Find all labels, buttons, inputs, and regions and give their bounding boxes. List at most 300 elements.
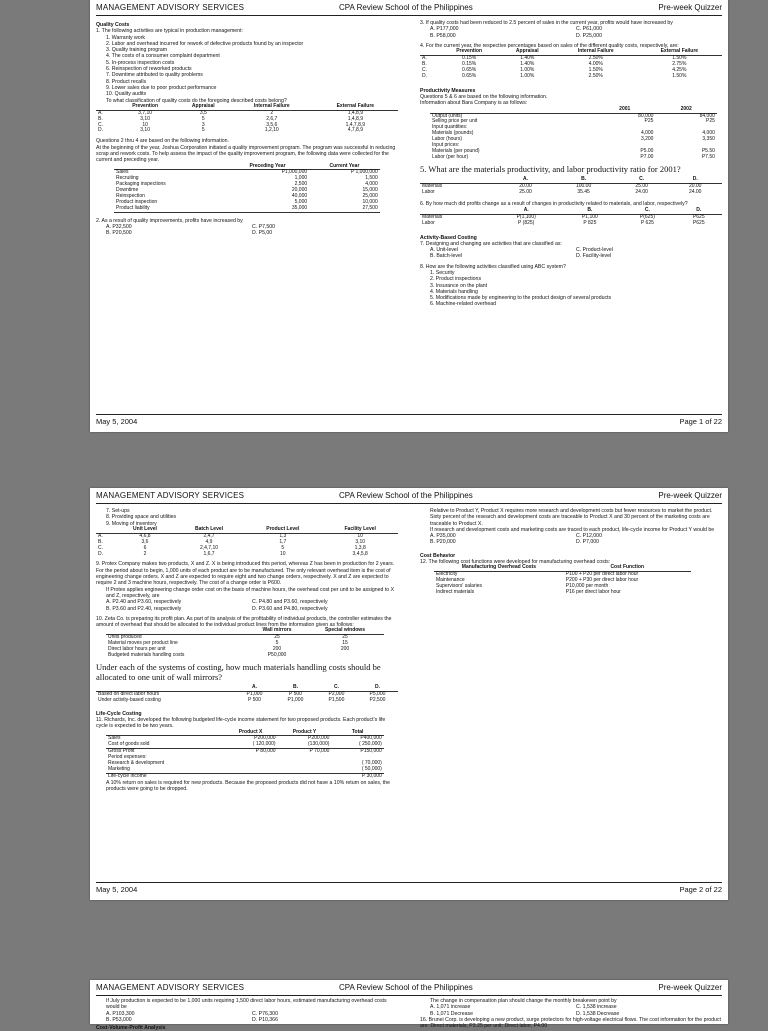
table-cell: 4,9 [205, 538, 213, 545]
footer-page-number: Page 2 of 22 [679, 885, 722, 894]
table-cell: 5 [275, 640, 279, 647]
table-cell: 3,10 [140, 115, 150, 122]
column-header: Prevention [438, 49, 499, 55]
column-header: D. [668, 177, 722, 183]
page-header [96, 3, 722, 16]
table-cell: P25 [705, 118, 715, 125]
answer-option[interactable]: D. P3.60 and P4.80, respectively [252, 605, 328, 612]
table-cell: P1,000 [287, 696, 304, 703]
table-cell: ( 250,000) [331, 742, 383, 748]
column-header: Unit Level [115, 527, 175, 533]
column-header: B. [561, 208, 620, 214]
list-item: 3. Quality training program [106, 47, 168, 54]
question-7-options [420, 247, 722, 260]
answer-option[interactable]: A. P35,000 [430, 533, 456, 540]
answer-option[interactable]: B. P53,000 [106, 1016, 132, 1023]
table-cell: 25 [274, 634, 280, 641]
header-center: CPA Review School of the Philippines [339, 3, 473, 12]
page3-left-column [96, 998, 398, 1031]
column-header: C. [316, 685, 357, 691]
answer-option[interactable]: A. P2.40 and P3.60, respectively [106, 599, 182, 606]
table-cell: 1,3,8 [354, 544, 366, 551]
question-9-options [96, 599, 398, 612]
table-cell: Sales [116, 169, 129, 176]
column-header: D. [676, 208, 722, 214]
table-cell [306, 653, 384, 659]
table-cell: A. [98, 532, 103, 539]
question-4-table [420, 49, 722, 80]
table-cell: 1,2,10 [264, 127, 279, 134]
table-cell: P200,000 [307, 735, 330, 742]
table-cell: 25,000 [362, 193, 378, 200]
page-2 [90, 488, 728, 900]
question-1-items [96, 35, 398, 98]
header-left: MANAGEMENT ADVISORY SERVICES [96, 491, 245, 500]
column-header: Cost Function [564, 565, 691, 571]
table-cell: 84,000 [699, 112, 715, 119]
table-cell: Labor [422, 219, 435, 226]
table-row [430, 155, 717, 161]
header-center: CPA Review School of the Philippines [339, 491, 473, 500]
column-header: Manufacturing Overhead Costs [434, 565, 564, 571]
answer-option[interactable]: C. P4.80 and P3.60, respectively [252, 599, 328, 606]
table-cell: P(625) [639, 213, 655, 220]
table-cell: 24.00 [688, 188, 702, 195]
list-item: 6. Machine-related overhead [430, 301, 497, 308]
column-header: Product X [224, 730, 278, 736]
question-8-items-cont [96, 508, 398, 527]
table-cell: 200 [340, 646, 350, 653]
table-cell: P100 + P20 per direct labor hour [565, 571, 639, 578]
header-left: MANAGEMENT ADVISORY SERVICES [96, 983, 245, 992]
table-cell: B. [422, 61, 427, 67]
table-cell: P200 + P30 per direct labor hour [565, 577, 639, 584]
list-item: 7. Set-ups [106, 508, 130, 514]
table-cell: 2,6,7 [266, 115, 278, 122]
question-9-ask: If Protex applies engineering change order cost on the basis of machine hours, the overhead cost per unit to be assigned to X and Z, respectively, are [106, 586, 395, 599]
answer-option[interactable]: C. P61,000 [576, 26, 602, 33]
column-header: Facility Level [322, 527, 398, 533]
table-cell: 20.00 [519, 182, 532, 189]
column-header: A. [492, 208, 561, 214]
question-5-stem: 5. What are the materials productivity, and labor productivity ratio for 2001? [420, 163, 681, 174]
question-8-items [420, 270, 722, 308]
page1-left-column [96, 20, 398, 237]
answer-option[interactable]: B. Batch-level [430, 253, 463, 260]
column-header: Preceding Year [226, 164, 309, 170]
table-cell: P625 [692, 219, 705, 226]
table-cell: 10,000 [362, 199, 378, 206]
column-header: External Failure [637, 49, 722, 55]
table-cell: D. [98, 127, 103, 134]
answer-option[interactable]: A. P103,300 [106, 1010, 135, 1017]
list-item: 3. Insurance on the plant [430, 282, 488, 289]
page-1 [90, 0, 728, 432]
table-cell: Electricity [436, 571, 458, 578]
table-cell: 1.00% [520, 72, 535, 79]
table-cell: P7.00 [640, 153, 654, 160]
table-cell: 1,7 [279, 538, 287, 545]
answer-option[interactable]: B. P3.60 and P2.40, respectively [106, 605, 182, 612]
question-6-stem: 6. By how much did profits change as a result of changes in productivity related to materials, and labor, respectively? [420, 201, 688, 208]
answer-option[interactable]: D. P25,000 [576, 32, 602, 39]
footer-date: May 5, 2004 [96, 885, 138, 894]
column-header: Total [331, 730, 383, 736]
page-footer [96, 414, 722, 428]
table-cell: 2,500 [294, 181, 308, 188]
column-header: Appraisal [176, 104, 231, 110]
table-cell: 40,000 [291, 193, 308, 200]
table-cell: Maintenance [436, 577, 465, 584]
table-cell: 3,6 [141, 538, 149, 545]
page-footer [96, 882, 722, 896]
question-7-stem: 7. Designing and changing are activities that are classified as: [420, 240, 562, 247]
list-item: 10. Quality audits [106, 91, 147, 98]
list-item: 2. Product inspections [430, 276, 482, 283]
table-cell: 1,500 [365, 175, 378, 182]
answer-option[interactable]: A. 1,071 increase [430, 1004, 471, 1011]
table-cell: 3,7,10 [138, 109, 153, 116]
table-cell: Input prices: [432, 142, 460, 149]
table-row [434, 590, 691, 596]
section-title: Quality Costs [96, 22, 130, 28]
table-cell: Life-cycle income [108, 772, 147, 779]
question-15-options [420, 1004, 722, 1017]
answer-option[interactable]: C. Product-level [576, 247, 613, 254]
question-5-table [420, 177, 722, 196]
section-title: Cost Behavior [420, 552, 456, 559]
question-11-ask: If research and development costs and marketing costs are traced to each product, life-cycle income for Product Y would be [430, 526, 715, 533]
answer-option[interactable]: A. Unit-level [430, 247, 458, 254]
question-11-stem: 11. Richards, Inc. developed the following budgeted life-cycle income statement for two proposed products. Each product's life cycle is expected to be two years. [96, 716, 386, 730]
list-item: 1. Warranty work [106, 34, 146, 41]
answer-option[interactable]: B. P20,000 [430, 539, 456, 546]
table-cell: 15 [342, 640, 348, 647]
table-cell: Indirect materials [436, 589, 475, 595]
table-cell: 10 [280, 550, 286, 557]
column-header: Wall mirrors [248, 628, 306, 634]
table-cell: 0.65% [462, 72, 477, 79]
table-cell: ( 50,000) [331, 767, 383, 773]
table-cell: Supervisors' salaries [436, 583, 482, 590]
table-cell: 1,3 [279, 532, 287, 539]
question-1-table [96, 104, 398, 135]
productivity-table [430, 107, 717, 161]
table-cell: Output (units) [432, 112, 463, 119]
cost-function-table [434, 565, 691, 596]
table-cell: Sales [108, 735, 121, 742]
table-cell: P16 per direct labor hour [565, 589, 621, 595]
table-cell: 3,10 [140, 127, 150, 134]
table-cell: C. [98, 121, 103, 128]
table-cell: 1,4,8,9 [347, 109, 363, 116]
question-11-note: A 10% return on sales is required for new products. Because the proposed products did not have a 10% return on sales, the products were going to be dropped. [106, 779, 391, 793]
table-cell: D. [422, 72, 427, 79]
table-cell: Research & development [108, 760, 165, 767]
column-header: External Failure [313, 104, 398, 110]
header-center: CPA Review School of the Philippines [339, 983, 473, 992]
question-2-stem: 2. As a result of quality improvements, profits have increased by [96, 217, 243, 224]
page-header [96, 983, 722, 996]
questions-5-6-intro-2: Information about Bara Company is as follows: [420, 100, 528, 107]
table-cell: Downtime [116, 187, 139, 194]
table-cell: C. [98, 544, 103, 551]
list-item: 8. Providing space and utilities [106, 514, 177, 521]
list-item: 1. Security [430, 269, 455, 276]
answer-option[interactable]: C. 1,538 increase [576, 1004, 617, 1011]
table-cell: 3,4,5,8 [352, 550, 368, 557]
table-cell: Period expenses: [108, 754, 147, 761]
list-item: 6. Reinspection of reworked products [106, 66, 192, 73]
list-item: 2. Labor and overhead incurred for rework of defective products found by an inspector [106, 40, 304, 47]
table-cell: 4.25% [672, 66, 687, 73]
table-cell: Product inspection [116, 199, 158, 206]
table-cell: P (825) [518, 219, 535, 226]
table-cell: 1,4,7,8,9 [345, 121, 366, 128]
list-item: 5. Modifications made by engineering to the product design of several products [430, 295, 612, 302]
table-cell: P5.00 [640, 147, 654, 154]
table-cell: 35.45 [577, 188, 590, 195]
table-cell: P 80,000 [255, 748, 276, 755]
table-cell: P5,000 [369, 690, 386, 697]
table-cell: P 1,000,000 [350, 169, 378, 176]
table-cell: 27,500 [309, 206, 380, 212]
table-cell: 1.40% [520, 61, 535, 67]
header-left: MANAGEMENT ADVISORY SERVICES [96, 3, 245, 12]
list-item: 7. Downtime attributed to quality problems [106, 72, 203, 79]
table-cell: 3 [201, 121, 205, 128]
answer-option[interactable]: A. P32,500 [106, 224, 132, 231]
table-cell: Materials [422, 182, 443, 189]
table-cell: 3,5,6 [266, 121, 278, 128]
table-cell: Budgeted materials handling costs [108, 652, 185, 659]
table-cell: (130,000) [278, 742, 332, 748]
question-6-table [420, 208, 722, 227]
answer-option[interactable]: B. P58,000 [430, 32, 456, 39]
list-item: 8. Product recalls [106, 78, 147, 85]
table-cell: 2.50% [588, 72, 603, 79]
questions-2-4-intro: Questions 2 thru 4 are based on the following information. [96, 138, 229, 145]
question-1-stem: 1. The following activities are typical in production management: [96, 28, 243, 35]
page-header [96, 491, 722, 504]
table-cell: Input quantities: [432, 124, 468, 131]
table-cell: 1.00% [520, 66, 535, 73]
table-cell: Materials (per pound) [432, 147, 480, 154]
table-cell: Marketing [106, 767, 224, 773]
list-item: 4. Materials handling [430, 288, 478, 295]
table-cell: Packaging inspections [116, 181, 166, 188]
table-cell: 5 [201, 127, 205, 134]
question-8-stem: 8. How are the following activities classified using ABC system? [420, 263, 566, 270]
table-cell: Labor [422, 188, 435, 195]
question-12-ask: If July production is expected to be 1,000 units requiring 1,500 direct labor hours, estimated manufacturing overhead costs would be [106, 998, 387, 1011]
question-10-ask: Under each of the systems of costing, how much materials handling costs should be allocated to one unit of wall mirrors? [96, 661, 381, 682]
section-title: Life-Cycle Costing [96, 710, 142, 717]
table-cell: ( 70,000) [361, 760, 382, 767]
column-header: 2002 [655, 107, 716, 113]
column-header: Special windows [306, 628, 384, 634]
table-cell: Gross Profit [108, 748, 135, 755]
table-cell: P625 [692, 213, 705, 220]
column-header: Internal Failure [231, 104, 313, 110]
table-cell: 4,6,8 [139, 532, 151, 539]
table-cell: 3,350 [702, 136, 715, 143]
column-header: Prevention [114, 104, 175, 110]
table-cell: 2 [270, 109, 274, 116]
table-cell: B. [98, 115, 103, 122]
table-cell: 24.00 [635, 188, 648, 195]
table-cell: P1,500 [328, 696, 345, 703]
table-cell: P150,000 [360, 748, 382, 755]
question-10-stem: 10. Zeta Co. is preparing its profit plan. As part of its analysis of the profitability of individual products, the controller estimates the amount of overhead that should be allocated to the individual product lines from the information given as follows: [96, 615, 392, 629]
header-right: Pre-week Quizzer [658, 983, 722, 992]
table-row [106, 653, 384, 659]
answer-option[interactable]: B. P20,500 [106, 230, 132, 237]
question-11-continuation: Relative to Product Y, Product X requires more research and development costs but fewer resources to market the product. Sixty percent of the research and development costs are traceable to Product X and 30 percent of the marketing costs are traceable to Product X. [430, 508, 713, 527]
table-row [114, 206, 380, 212]
table-cell: Materials [422, 213, 443, 220]
table-cell: P5.50 [701, 147, 715, 154]
column-header: Batch Level [175, 527, 243, 533]
section-title: Cost-Volume-Profit Analysis [96, 1025, 166, 1031]
column-header: D. [357, 685, 398, 691]
question-4-stem: 4. For the current year, the respective percentages based on sales of the different quality costs, respectively, are: [420, 42, 679, 49]
question-8-table [96, 527, 398, 558]
table-cell: 5,000 [294, 199, 308, 206]
list-item: 4. The costs of a consumer complaint department [106, 53, 220, 60]
table-cell: 5 [201, 115, 205, 122]
table-cell: 1.40% [520, 55, 535, 62]
answer-option[interactable]: C. P76,300 [252, 1010, 278, 1017]
table-cell: 5 [281, 544, 285, 551]
list-item: 9. Lower sales due to poor product performance [106, 84, 217, 91]
table-cell: 1.50% [588, 66, 603, 73]
column-header: B. [552, 177, 615, 183]
footer-date: May 5, 2004 [96, 417, 138, 426]
table-cell: P 30,000 [361, 772, 382, 779]
table-cell: 15,000 [362, 187, 378, 194]
table-cell: 0.65% [462, 66, 477, 73]
life-cycle-income-table [106, 730, 384, 780]
table-cell: P1,000 [246, 690, 263, 697]
answer-option[interactable]: A. P177,000 [430, 26, 459, 33]
column-header: C. [619, 208, 675, 214]
column-header: Appraisal [500, 49, 555, 55]
table-cell: 2.50% [588, 55, 603, 62]
table-cell: P25 [644, 118, 654, 125]
list-item: 9. Moving of inventory [106, 520, 157, 527]
answer-option[interactable]: C. P12,000 [576, 533, 602, 540]
questions-5-6-intro: Questions 5 & 6 are based on the following information. [420, 94, 548, 101]
question-3-options [420, 26, 722, 39]
table-cell: D. [98, 550, 103, 557]
table-cell: 200 [272, 646, 282, 653]
table-cell: Direct labor hours per unit [108, 646, 166, 653]
question-9-stem: 9. Protex Company makes two products, X and Z. X is being introduced this period, whereas Z has been in production for 2 years. For the period about to begin, 1,000 units of each product are to be manufactured. The only relevant overhead item is the cost of engineering change orders. X and Z are expected to require eight and two change orders, respectively. X and Z are expected to require 2 and 3 machine hours, respectively. The cost of a change order is P600. [96, 561, 395, 587]
quality-data-table [114, 164, 380, 213]
table-cell: 4,000 [640, 130, 654, 137]
table-cell: P 70,000 [309, 748, 330, 755]
table-cell: 20.00 [688, 182, 702, 189]
table-cell: Labor (hours) [432, 136, 463, 143]
page-3 [90, 980, 728, 1031]
table-cell: P2,000 [328, 690, 345, 697]
table-cell: Product liability [114, 206, 226, 212]
page2-left-column [96, 508, 398, 792]
table-cell: P(1,100) [516, 213, 536, 220]
table-cell: 2,4,7,10 [199, 544, 219, 551]
header-right: Pre-week Quizzer [658, 3, 722, 12]
answer-option[interactable]: D. P7,000 [576, 539, 600, 546]
table-cell: 0.15% [462, 55, 477, 62]
table-cell: P 500 [247, 696, 261, 703]
table-cell: P400,000 [360, 735, 382, 742]
table-cell: 3,5 [199, 109, 207, 116]
table-cell: P 825 [583, 219, 597, 226]
answer-option[interactable]: D. P5,00 [252, 230, 273, 237]
table-cell: P 500 [288, 690, 302, 697]
table-cell: 1,000 [294, 175, 308, 182]
table-cell: 3,200 [640, 136, 654, 143]
table-cell: 1,4,8,9 [347, 115, 363, 122]
header-right: Pre-week Quizzer [658, 491, 722, 500]
table-cell: A. [98, 109, 103, 116]
page3-right-column [420, 998, 722, 1029]
table-cell: A. [422, 55, 427, 62]
table-cell: 3,10 [355, 538, 366, 545]
questions-2-4-text: At the beginning of the year, Joshua Corporation initiated a quality improvement program. The program was successful in reducing scrap and rework costs. To help assess the impact of the quality improvement program, the following data were collected for the current and preceding year. [96, 144, 396, 164]
table-cell: P2,500 [369, 696, 386, 703]
answer-option[interactable]: D. Facility-level [576, 253, 612, 260]
table-cell: 0.15% [462, 61, 477, 67]
question-16-stem: 16. Brunei Corp. is developing a new product, surge protectors for high-voltage electrical flows. The cost information for the product are: Direct materials, P3.25 per unit; Direct labor, P4.00 [420, 1016, 721, 1030]
section-title: Productivity Measures [420, 87, 476, 94]
table-cell: 35,000 [226, 206, 309, 212]
table-cell: Units produced [108, 634, 142, 641]
answer-option[interactable]: C. P7,500 [252, 224, 276, 231]
table-cell: Based on direct labor hours [98, 690, 160, 697]
table-cell: Selling price per unit [432, 118, 478, 125]
answer-option[interactable]: D. P10,366 [252, 1016, 278, 1023]
table-cell: P7.50 [701, 153, 715, 160]
section-title: Activity-Based Costing [420, 234, 477, 241]
answer-option[interactable]: D. 1,538 Decrease [576, 1010, 620, 1017]
table-cell: 1.50% [672, 72, 687, 79]
table-cell: 25.00 [635, 182, 648, 189]
table-cell: 2 [143, 550, 147, 557]
table-cell: P 625 [640, 219, 654, 226]
table-cell: 4,000 [365, 181, 378, 188]
answer-option[interactable]: B. 1,071 Decrease [430, 1010, 473, 1017]
column-header: B. [275, 685, 316, 691]
question-2-options [96, 224, 398, 237]
table-cell: Recruiting [116, 175, 139, 182]
table-cell: Reinspection [116, 193, 145, 200]
question-11-options [420, 533, 722, 546]
column-header: C. [615, 177, 669, 183]
question-10-table [106, 628, 384, 659]
column-header: A. [234, 685, 275, 691]
question-1-ask: To what classification of quality costs do the foregoing described costs belong? [106, 97, 287, 104]
column-header: A. [499, 177, 553, 183]
table-cell: 10 [142, 121, 148, 128]
table-cell: P10,000 per month [565, 583, 609, 590]
table-cell: 2.75% [672, 61, 687, 67]
question-12-options [96, 1011, 398, 1024]
table-cell: Under activity-based costing [98, 696, 161, 703]
question-12-stem: 12. The following cost functions were developed for manufacturing overhead costs: [420, 559, 611, 566]
table-cell: 6 [143, 544, 147, 551]
